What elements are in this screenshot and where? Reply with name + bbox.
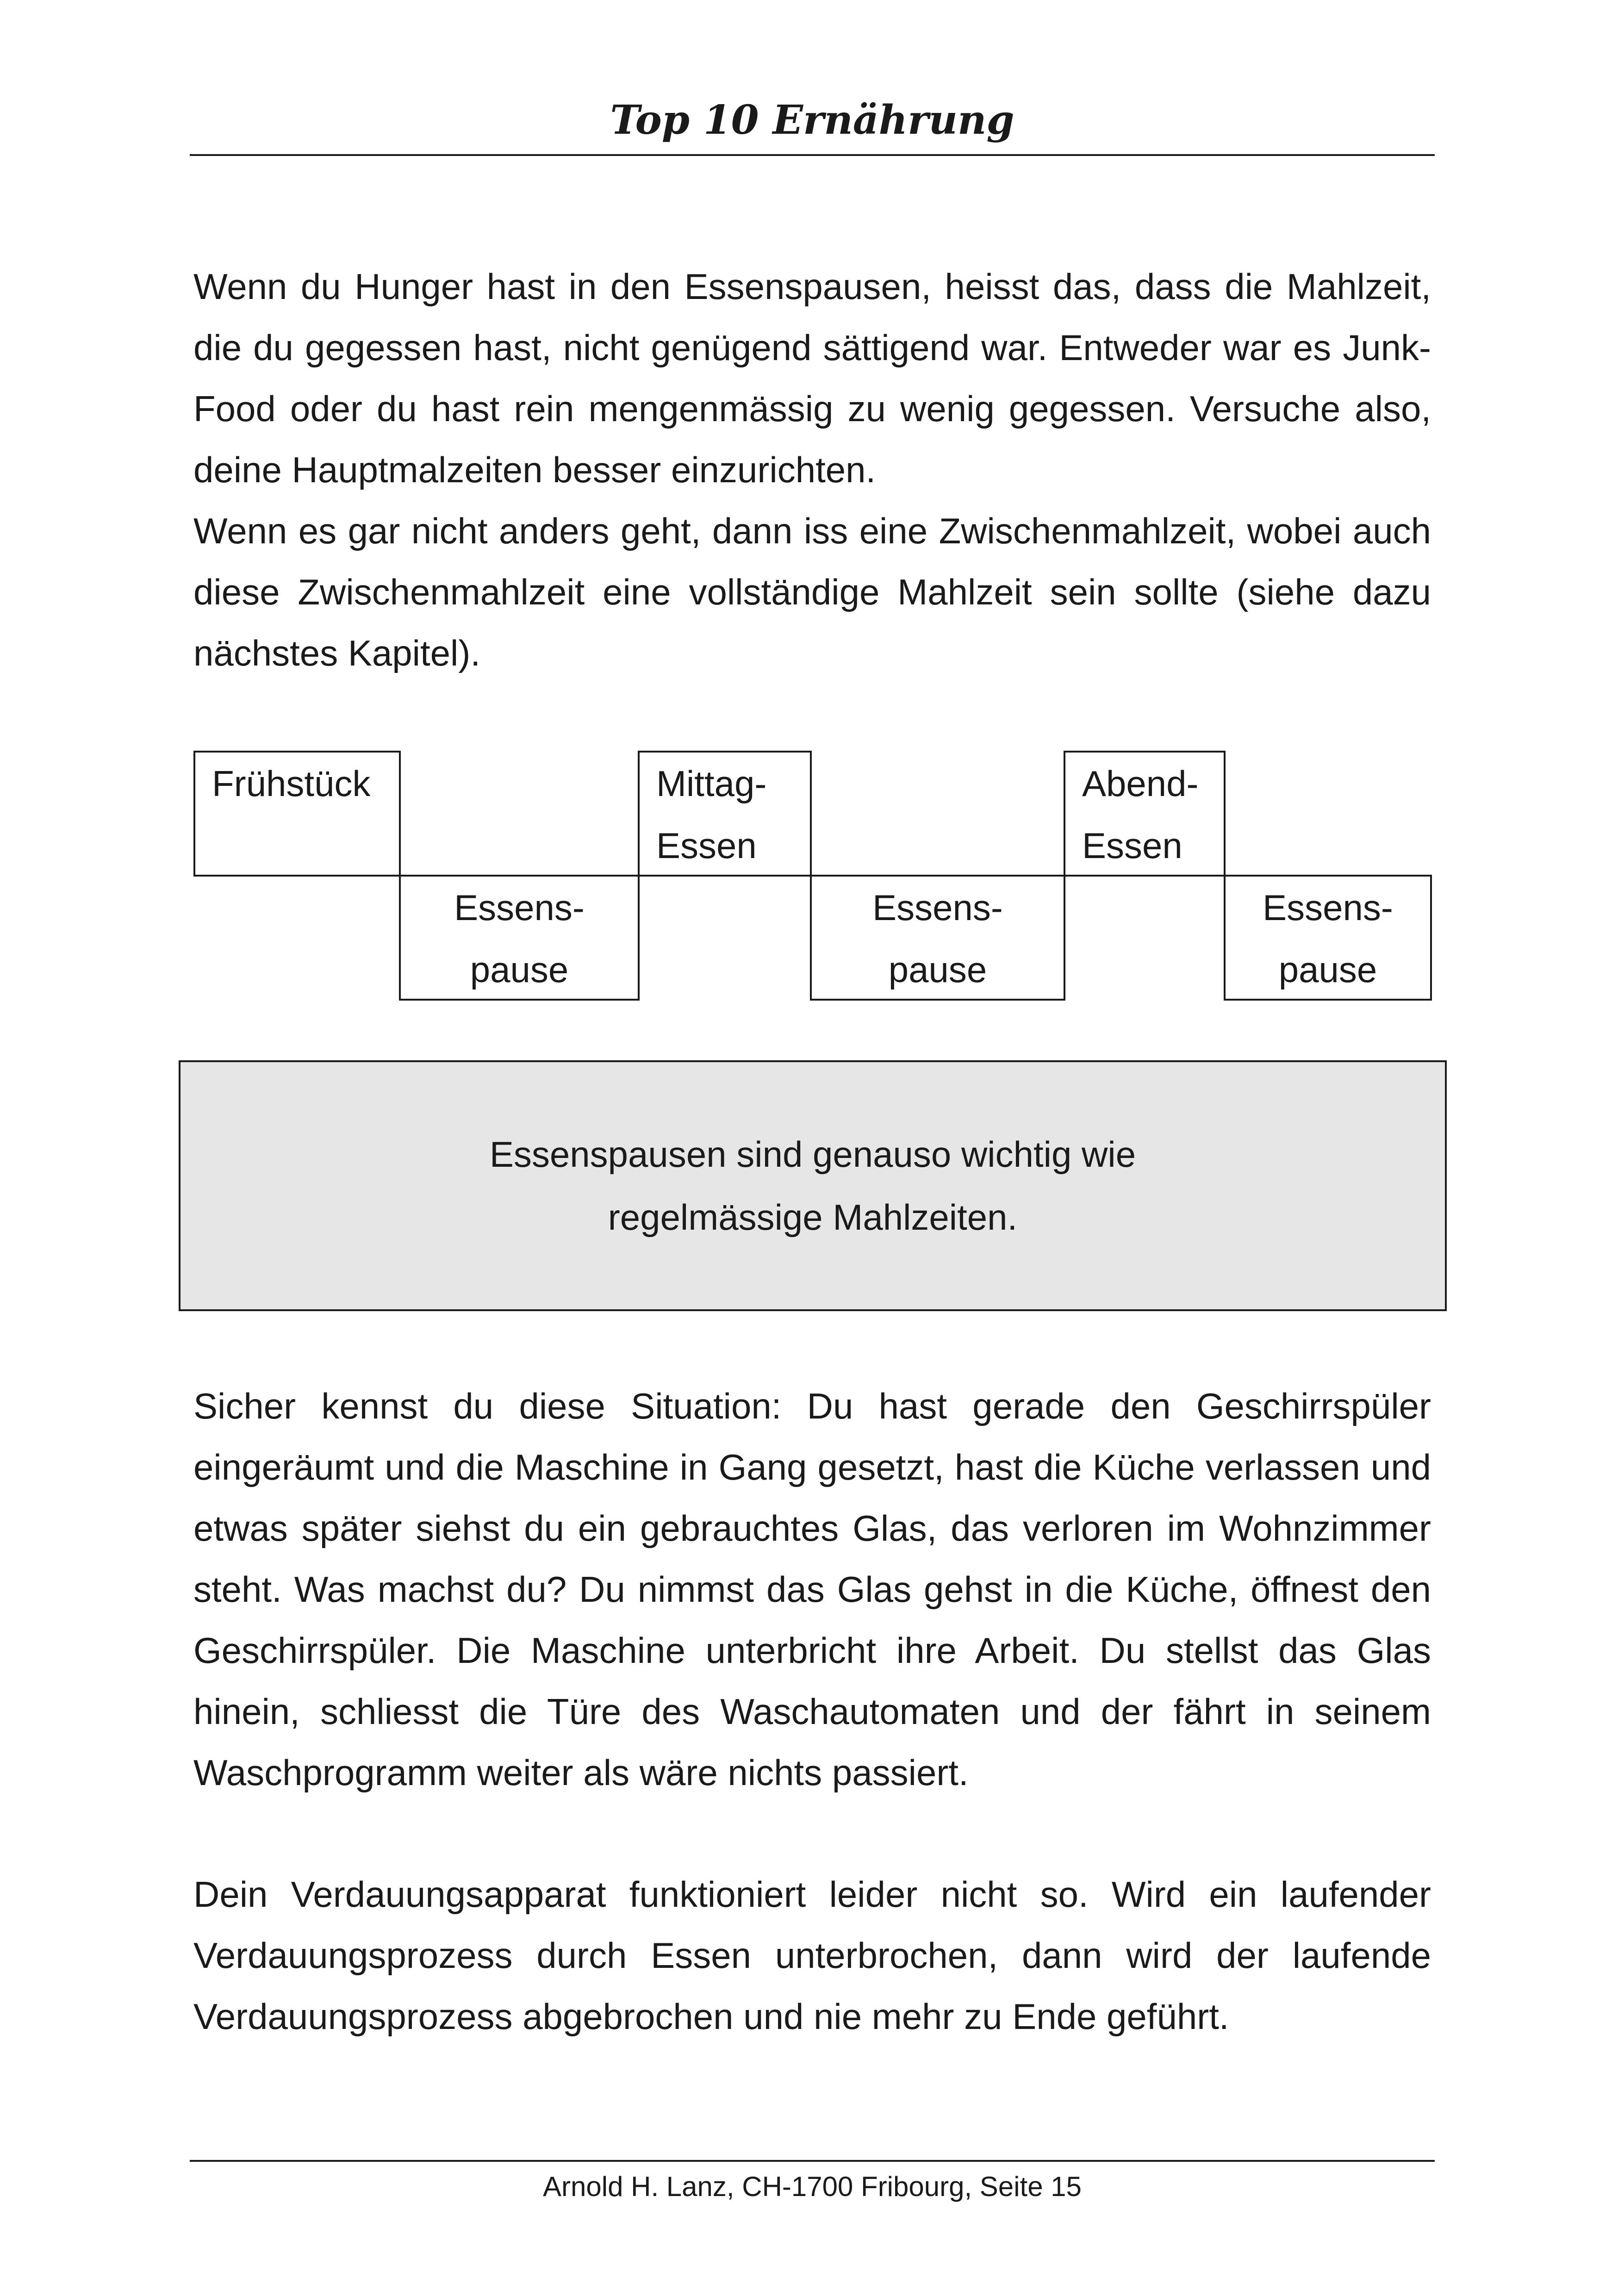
meal-box-label: Essen — [1082, 825, 1182, 866]
meal-box-label: Essen — [656, 825, 757, 866]
header-rule — [190, 154, 1435, 156]
meal-box-abendessen — [1064, 751, 1226, 877]
paragraph-hunger: Wenn du Hunger hast in den Essenspausen, heisst das, dass die Mahlzeit, die du gegessen hast, nicht genügend sättigend war. Entweder war es Junk-Food oder du hast rein mengenmässig zu wenig gegessen. Versuche also, deine Hauptmalzeiten besser einzurichten. — [193, 266, 1431, 490]
page-footer: Arnold H. Lanz, CH-1700 Fribourg, Seite 15 — [543, 2171, 1082, 2202]
pause-box-label: Essens- — [454, 887, 585, 928]
paragraph-geschirrspueler: Sicher kennst du diese Situation: Du hast gerade den Geschirrspüler eingeräumt und die Maschine in Gang gesetzt, hast die Küche verlassen und etwas später siehst du ein gebrauchtes Glas, das verloren im Wohnzimmer steht. Was machst du? Du nimmst das Glas gehst in die Küche, öffnest den Geschirrspüler. Die Maschine unterbricht ihre Arbeit. Du stellst das Glas hinein, schliesst die Türe des Waschautomaten und der fährt in seinem Waschprogramm weiter als wäre nichts passiert. — [193, 1386, 1431, 1793]
pause-box-2 — [810, 875, 1065, 1001]
key-message-line: Essenspausen sind genauso wichtig wie — [489, 1134, 1136, 1175]
paragraph-zwischenmahlzeit: Wenn es gar nicht anders geht, dann iss eine Zwischenmahlzeit, wobei auch diese Zwischenmahlzeit eine vollständige Mahlzeit sein sollte (siehe dazu nächstes Kapitel). — [193, 510, 1431, 673]
footer-rule — [190, 2160, 1435, 2162]
pause-box-label: Essens- — [1263, 887, 1393, 928]
meal-box-label: Frühstück — [212, 763, 371, 804]
meal-box-mittagessen — [638, 751, 812, 877]
meal-box-label: Mittag- — [656, 763, 767, 804]
meal-box-label: Abend- — [1082, 763, 1199, 804]
pause-box-1 — [399, 875, 640, 1001]
pause-box-label: pause — [470, 949, 569, 990]
paragraph-verdauung: Dein Verdauungsapparat funktioniert leider nicht so. Wird ein laufender Verdauungsprozess durch Essen unterbrochen, dann wird der laufende Verdauungsprozess abgebrochen und nie mehr zu Ende geführt. — [193, 1874, 1431, 2037]
key-message-line: regelmässige Mahlzeiten. — [608, 1197, 1018, 1238]
pause-box-label: Essens- — [872, 887, 1003, 928]
pause-box-3 — [1224, 875, 1432, 1001]
key-message-box — [179, 1060, 1447, 1311]
meal-box-fruehstueck — [193, 751, 401, 877]
pause-box-label: pause — [888, 949, 987, 990]
page-title: Top 10 Ernährung — [610, 97, 1014, 143]
pause-box-label: pause — [1278, 949, 1377, 990]
